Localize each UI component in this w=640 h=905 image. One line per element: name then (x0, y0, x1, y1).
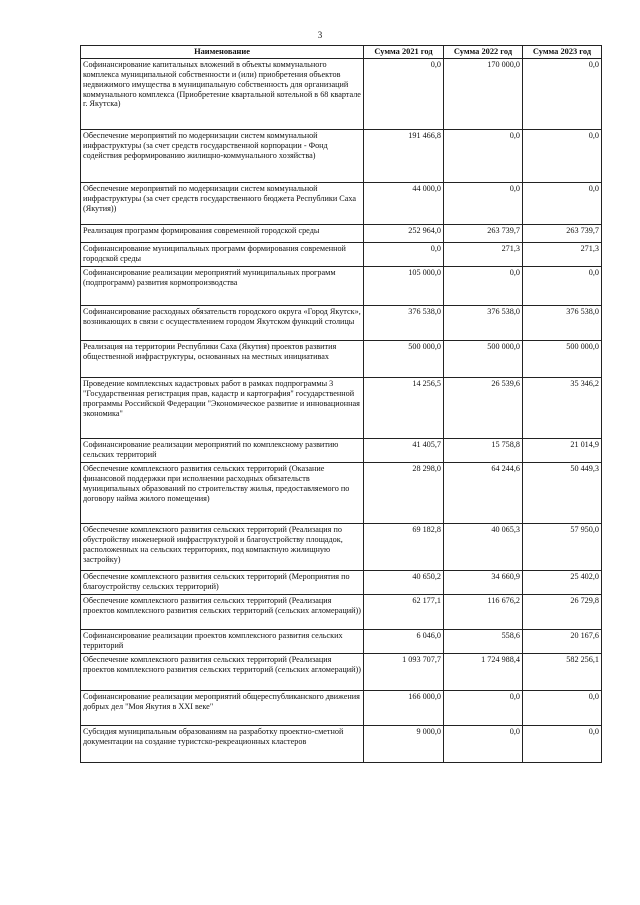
row-2021: 191 466,8 (364, 130, 444, 183)
row-name: Реализация программ формирования современной городской среды (81, 225, 364, 243)
row-2021: 0,0 (364, 243, 444, 267)
row-2023: 0,0 (523, 59, 602, 130)
header-2023: Сумма 2023 год (523, 46, 602, 59)
row-name: Субсидия муниципальным образованиям на разработку проектно-сметной документации на создание туристско-рекреационных кластеров (81, 726, 364, 763)
table-row (81, 306, 602, 341)
row-2022: 376 538,0 (444, 306, 523, 341)
row-2023: 0,0 (523, 183, 602, 225)
row-2022: 1 724 988,4 (444, 654, 523, 691)
row-2021: 14 256,5 (364, 378, 444, 439)
table-row (81, 439, 602, 463)
row-2022: 116 676,2 (444, 595, 523, 630)
row-2021: 166 000,0 (364, 691, 444, 726)
row-2022: 26 539,6 (444, 378, 523, 439)
row-name: Обеспечение мероприятий по модернизации систем коммунальной инфраструктуры (за счет средств государственной корпорации - Фонд содействия реформированию жилищно-коммунального хозяйства) (81, 130, 364, 183)
row-2022: 0,0 (444, 183, 523, 225)
row-name: Обеспечение комплексного развития сельских территорий (Реализация проектов комплексного развития сельских территорий (сельских агломераций)) (81, 595, 364, 630)
row-2023: 0,0 (523, 130, 602, 183)
table-row (81, 267, 602, 306)
row-2023: 21 014,9 (523, 439, 602, 463)
row-2022: 34 660,9 (444, 571, 523, 595)
row-2021: 252 964,0 (364, 225, 444, 243)
table-header-row (81, 46, 602, 59)
table-row (81, 726, 602, 763)
row-2021: 69 182,8 (364, 524, 444, 571)
row-2023: 376 538,0 (523, 306, 602, 341)
row-2022: 15 758,8 (444, 439, 523, 463)
row-name: Софинансирование капитальных вложений в объекты коммунального комплекса муниципальной собственности и (или) приобретения объектов недвижимого имущества в муниципальную собственность для организаций коммунального комплекса (Приобретение квартальной котельной в 68 квартале г. Якутска) (81, 59, 364, 130)
table-row (81, 378, 602, 439)
table-row (81, 654, 602, 691)
table-row (81, 463, 602, 524)
table-row (81, 571, 602, 595)
row-name: Софинансирование реализации мероприятий муниципальных программ (подпрограмм) развития кормопроизводства (81, 267, 364, 306)
row-2022: 40 065,3 (444, 524, 523, 571)
row-2022: 500 000,0 (444, 341, 523, 378)
table-row (81, 524, 602, 571)
row-2023: 263 739,7 (523, 225, 602, 243)
row-2022: 271,3 (444, 243, 523, 267)
header-2021: Сумма 2021 год (364, 46, 444, 59)
row-2021: 44 000,0 (364, 183, 444, 225)
row-2021: 376 538,0 (364, 306, 444, 341)
page-number: 3 (317, 30, 323, 40)
table-row (81, 130, 602, 183)
row-2023: 500 000,0 (523, 341, 602, 378)
header-2022: Сумма 2022 год (444, 46, 523, 59)
row-2022: 263 739,7 (444, 225, 523, 243)
row-name: Реализация на территории Республики Саха (Якутия) проектов развития общественной инфраструктуры, основанных на местных инициативах (81, 341, 364, 378)
row-name: Обеспечение комплексного развития сельских территорий (Оказание финансовой поддержки при исполнении расходных обязательств муниципальных образований по строительству жилья, предоставляемого по договору найма жилого помещения) (81, 463, 364, 524)
row-2021: 62 177,1 (364, 595, 444, 630)
row-2023: 57 950,0 (523, 524, 602, 571)
row-2023: 20 167,6 (523, 630, 602, 654)
row-2023: 50 449,3 (523, 463, 602, 524)
row-2023: 582 256,1 (523, 654, 602, 691)
row-2023: 0,0 (523, 691, 602, 726)
header-name: Наименование (81, 46, 364, 59)
row-name: Софинансирование реализации проектов комплексного развития сельских территорий (81, 630, 364, 654)
row-name: Обеспечение комплексного развития сельских территорий (Реализация проектов комплексного развития сельских территорий (сельских агломераций)) (81, 654, 364, 691)
row-2022: 558,6 (444, 630, 523, 654)
row-name: Обеспечение комплексного развития сельских территорий (Мероприятия по благоустройству сельских территорий) (81, 571, 364, 595)
table-row (81, 183, 602, 225)
row-2021: 6 046,0 (364, 630, 444, 654)
row-2022: 170 000,0 (444, 59, 523, 130)
row-2023: 0,0 (523, 726, 602, 763)
row-2021: 41 405,7 (364, 439, 444, 463)
row-2022: 0,0 (444, 726, 523, 763)
row-2021: 40 650,2 (364, 571, 444, 595)
row-2023: 25 402,0 (523, 571, 602, 595)
row-name: Софинансирование расходных обязательств городского округа «Город Якутск», возникающих в связи с осуществлением городом Якутском функций столицы (81, 306, 364, 341)
row-2023: 26 729,8 (523, 595, 602, 630)
row-2021: 28 298,0 (364, 463, 444, 524)
row-name: Софинансирование реализации мероприятий общереспубликанского движения добрых дел "Моя Якутия в XXI веке" (81, 691, 364, 726)
row-2021: 1 093 707,7 (364, 654, 444, 691)
table-row (81, 225, 602, 243)
row-2021: 500 000,0 (364, 341, 444, 378)
row-name: Проведение комплексных кадастровых работ в рамках подпрограммы 3 "Государственная регистрация прав, кадастр и картография" государственной программы Российской Федерации "Экономическое развитие и инновационная экономика" (81, 378, 364, 439)
row-name: Обеспечение комплексного развития сельских территорий (Реализация по обустройству инженерной инфраструктурой и благоустройству площадок, расположенных на сельских территориях, под компактную жилищную застройку) (81, 524, 364, 571)
row-2021: 0,0 (364, 59, 444, 130)
row-2022: 64 244,6 (444, 463, 523, 524)
budget-table (80, 45, 602, 763)
table-row (81, 595, 602, 630)
table-row (81, 243, 602, 267)
row-2023: 35 346,2 (523, 378, 602, 439)
row-2021: 9 000,0 (364, 726, 444, 763)
row-name: Софинансирование муниципальных программ формирования современной городской среды (81, 243, 364, 267)
table-row (81, 341, 602, 378)
row-2022: 0,0 (444, 130, 523, 183)
table-row (81, 691, 602, 726)
row-name: Обеспечение мероприятий по модернизации систем коммунальной инфраструктуры (за счет средств государственного бюджета Республики Саха (Якутия)) (81, 183, 364, 225)
row-2022: 0,0 (444, 691, 523, 726)
row-name: Софинансирование реализации мероприятий по комплексному развитию сельских территорий (81, 439, 364, 463)
row-2023: 271,3 (523, 243, 602, 267)
table-row (81, 630, 602, 654)
row-2021: 105 000,0 (364, 267, 444, 306)
row-2022: 0,0 (444, 267, 523, 306)
table-row (81, 59, 602, 130)
row-2023: 0,0 (523, 267, 602, 306)
